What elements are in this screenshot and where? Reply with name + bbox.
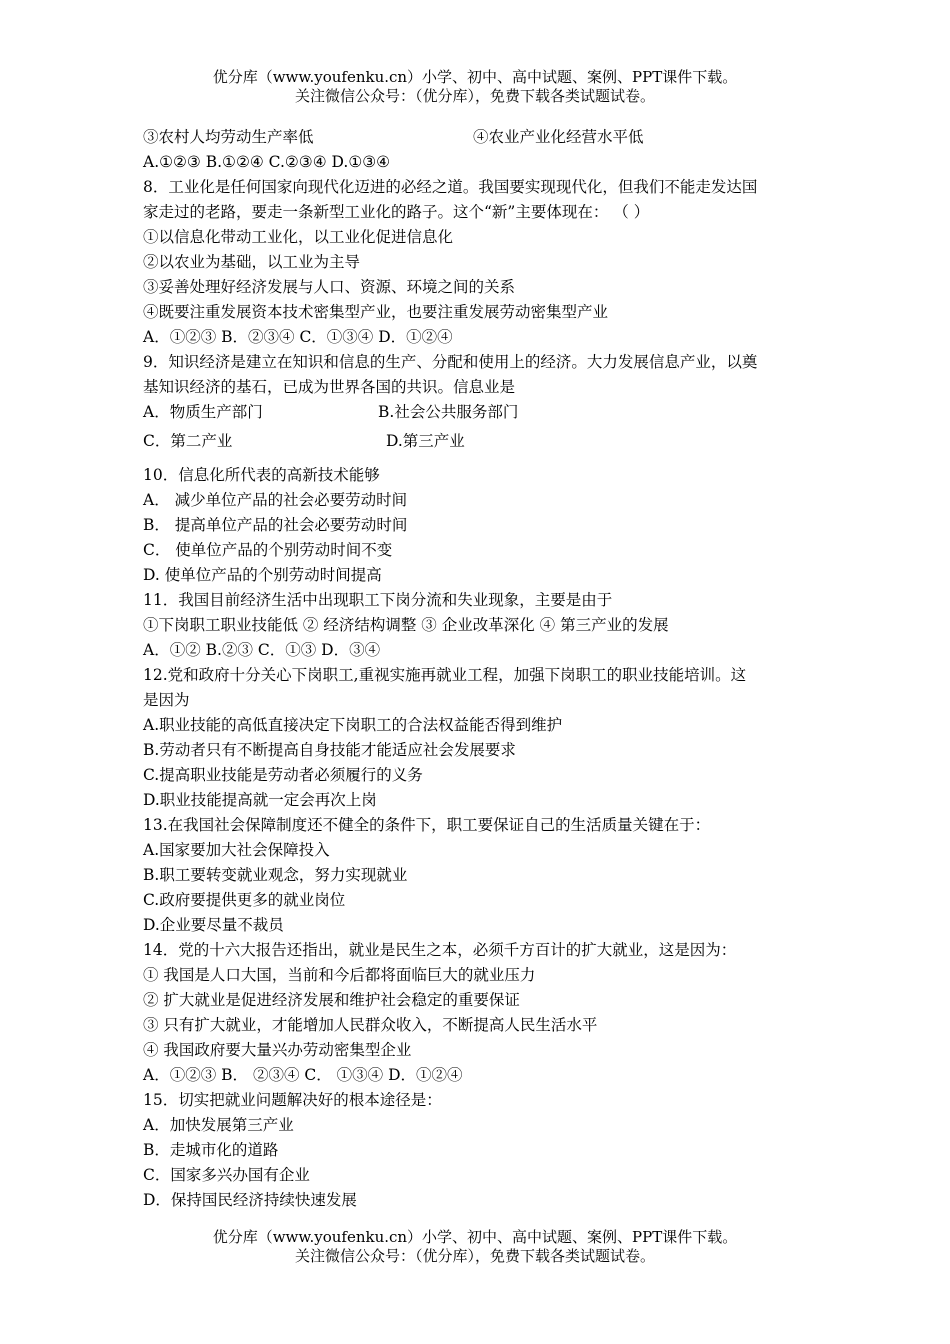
q11-options: ①下岗职工职业技能低 ② 经济结构调整 ③ 企业改革深化 ④ 第三产业的发展 — [143, 616, 669, 634]
q14-option-3: ③ 只有扩大就业，才能增加人民群众收入，不断提高人民生活水平 — [143, 1016, 598, 1034]
footer-line-1: 优分库（www.youfenku.cn）小学、初中、高中试题、案例、PPT课件下载。 — [212, 1228, 738, 1246]
q12-stem-2: 是因为 — [143, 691, 190, 709]
q7-options-row — [143, 125, 813, 150]
q10-option-b: B． 提高单位产品的社会必要劳动时间 — [143, 516, 408, 534]
q10-option-d: D. 使单位产品的个别劳动时间提高 — [143, 566, 382, 584]
q8-stem-1: 8．工业化是任何国家向现代化迈进的必经之道。我国要实现现代化，但我们不能走发达国 — [143, 178, 758, 196]
q15-option-b: B．走城市化的道路 — [143, 1141, 279, 1159]
q9-option-c: C．第二产业 — [143, 432, 233, 450]
q14-stem: 14．党的十六大报告还指出，就业是民生之本，必须千方百计的扩大就业，这是因为： — [143, 941, 737, 959]
q13-option-a: A.国家要加大社会保障投入 — [143, 841, 330, 859]
question-body — [143, 125, 813, 1213]
q13-stem: 13.在我国社会保障制度还不健全的条件下，职工要保证自己的生活质量关键在于： — [143, 816, 711, 834]
q12-option-a: A.职业技能的高低直接决定下岗职工的合法权益能否得到维护 — [143, 716, 563, 734]
footer-line-2: 关注微信公众号：（优分库），免费下载各类试题试卷。 — [294, 1247, 655, 1265]
q14-option-1: ① 我国是人口大国，当前和今后都将面临巨大的就业压力 — [143, 966, 536, 984]
q9-option-a: A．物质生产部门 — [143, 403, 263, 421]
q7-option-3: ③农村人均劳动生产率低 — [143, 128, 314, 146]
q12-option-d: D.职业技能提高就一定会再次上岗 — [143, 791, 377, 809]
header-line-2: 关注微信公众号：（优分库），免费下载各类试题试卷。 — [294, 87, 655, 105]
q9-option-d: D.第三产业 — [386, 432, 465, 450]
q15-stem: 15．切实把就业问题解决好的根本途径是： — [143, 1091, 442, 1109]
q9-options-row-2 — [143, 429, 813, 454]
q15-option-d: D．保持国民经济持续快速发展 — [143, 1191, 357, 1209]
q14-option-4: ④ 我国政府要大量兴办劳动密集型企业 — [143, 1041, 412, 1059]
q13-option-c: C.政府要提供更多的就业岗位 — [143, 891, 346, 909]
q8-option-4: ④既要注重发展资本技术密集型产业，也要注重发展劳动密集型产业 — [143, 303, 609, 321]
q13-option-b: B.职工要转变就业观念，努力实现就业 — [143, 866, 408, 884]
q10-stem: 10．信息化所代表的高新技术能够 — [143, 466, 380, 484]
q12-option-b: B.劳动者只有不断提高自身技能才能适应社会发展要求 — [143, 741, 516, 759]
q12-option-c: C.提高职业技能是劳动者必须履行的义务 — [143, 766, 423, 784]
page-header — [0, 68, 950, 106]
q8-answers: A．①②③ B．②③④ C．①③④ D．①②④ — [143, 328, 453, 346]
page-footer — [0, 1228, 950, 1266]
q12-stem-1: 12.党和政府十分关心下岗职工,重视实施再就业工程，加强下岗职工的职业技能培训。这 — [143, 666, 747, 684]
q10-option-a: A． 减少单位产品的社会必要劳动时间 — [143, 491, 408, 509]
q9-stem-2: 基知识经济的基石，已成为世界各国的共识。信息业是 — [143, 378, 516, 396]
q7-option-4: ④农业产业化经营水平低 — [473, 128, 644, 146]
q9-options-row-1 — [143, 400, 813, 425]
q15-option-a: A．加快发展第三产业 — [143, 1116, 294, 1134]
q15-option-c: C．国家多兴办国有企业 — [143, 1166, 310, 1184]
q10-option-c: C． 使单位产品的个别劳动时间不变 — [143, 541, 393, 559]
q7-answers: A.①②③ B.①②④ C.②③④ D.①③④ — [143, 153, 391, 171]
q8-option-3: ③妥善处理好经济发展与人口、资源、环境之间的关系 — [143, 278, 516, 296]
q9-option-b: B.社会公共服务部门 — [378, 403, 519, 421]
header-line-1: 优分库（www.youfenku.cn）小学、初中、高中试题、案例、PPT课件下载。 — [212, 68, 738, 86]
q9-stem-1: 9．知识经济是建立在知识和信息的生产、分配和使用上的经济。大力发展信息产业，以奠 — [143, 353, 758, 371]
q8-stem-2: 家走过的老路，要走一条新型工业化的路子。这个“新”主要体现在： （ ） — [143, 203, 650, 221]
q8-option-2: ②以农业为基础，以工业为主导 — [143, 253, 361, 271]
q14-option-2: ② 扩大就业是促进经济发展和维护社会稳定的重要保证 — [143, 991, 520, 1009]
q11-stem: 11．我国目前经济生活中出现职工下岗分流和失业现象，主要是由于 — [143, 591, 613, 609]
q13-option-d: D.企业要尽量不裁员 — [143, 916, 284, 934]
q11-answers: A．①② B.②③ C．①③ D．③④ — [143, 641, 381, 659]
q8-option-1: ①以信息化带动工业化，以工业化促进信息化 — [143, 228, 454, 246]
q14-answers: A．①②③ B． ②③④ C． ①③④ D．①②④ — [143, 1066, 463, 1084]
